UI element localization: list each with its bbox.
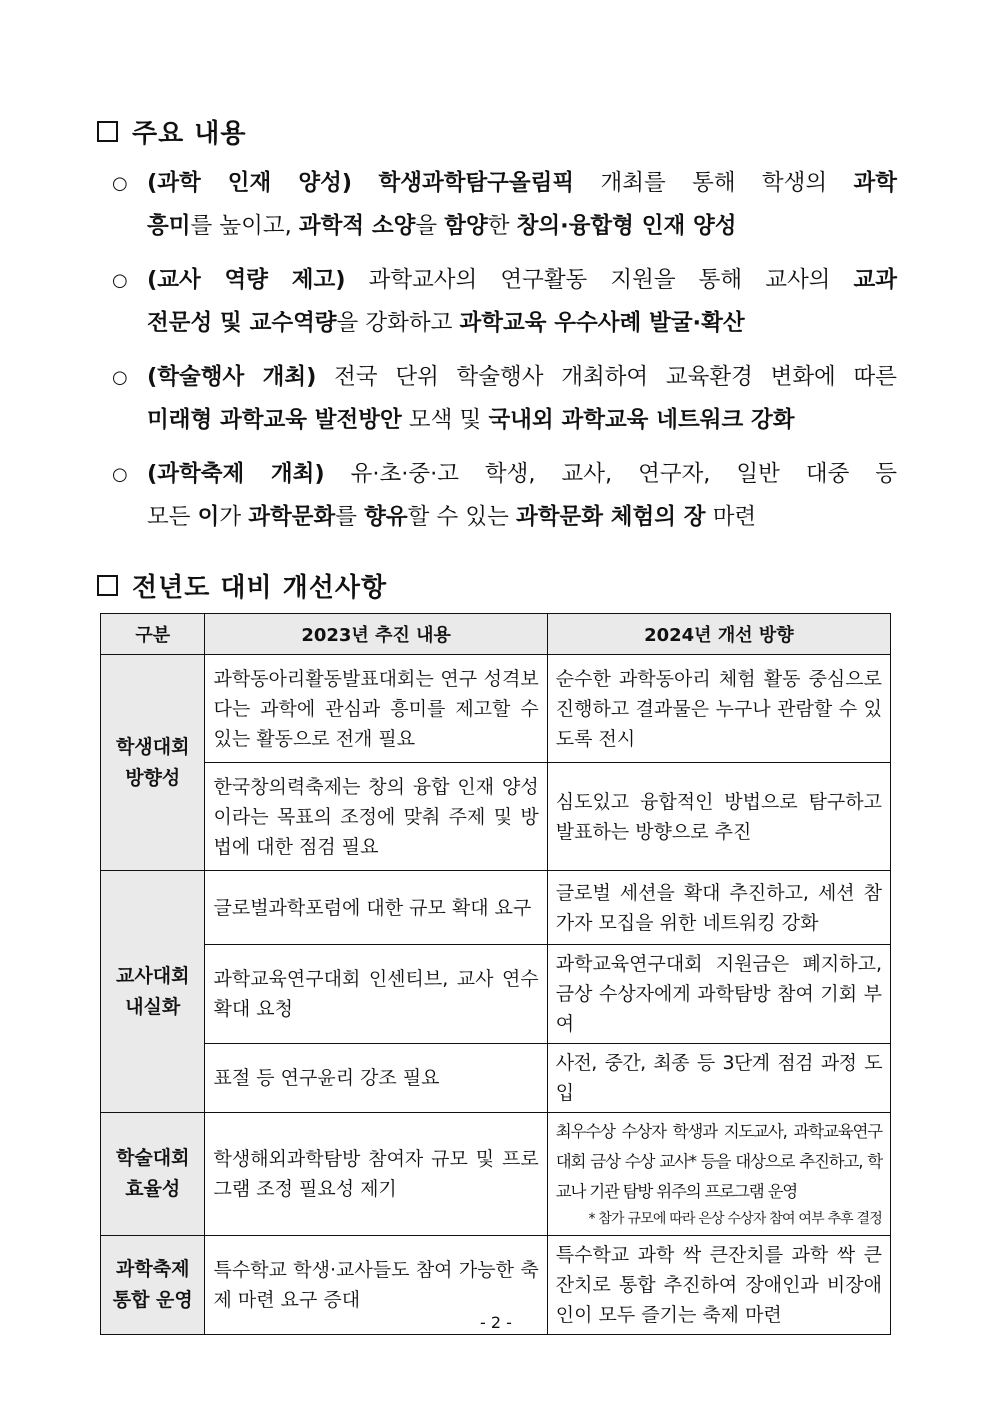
header-2023: 2023년 추진 내용 (205, 614, 547, 655)
bullet-line: (과학축제 개최) 유·초·중·고 학생, 교사, 연구자, 일반 대중 등 (147, 461, 897, 487)
prev-content-cell: 글로벌과학포럼에 대한 규모 확대 요구 (205, 871, 547, 945)
table-row (101, 945, 891, 1044)
bullet-item (112, 259, 897, 345)
table-row (101, 1044, 891, 1113)
bullet-line: (학술행사 개최) 전국 단위 학술행사 개최하여 교육환경 변화에 따른 (147, 364, 897, 390)
bullet-item (112, 162, 897, 248)
section-heading-improvements (97, 567, 387, 604)
next-content-cell: 특수학교 과학 싹 큰잔치를 과학 싹 큰잔치로 통합 추진하여 장애인과 비장애인이 모두 즐기는 축제 마련 (547, 1236, 890, 1335)
category-cell: 학생대회 방향성 (101, 655, 205, 871)
bullet-item (112, 453, 897, 539)
circle-bullet-icon: ○ (112, 367, 128, 388)
bullet-line: 미래형 과학교육 발전방안 모색 및 국내외 과학교육 네트워크 강화 (147, 407, 795, 433)
bullet-line: (과학 인재 양성) 학생과학탐구올림픽 개최를 통해 학생의 과학 (147, 170, 897, 196)
category-cell: 학술대회 효율성 (101, 1113, 205, 1236)
prev-content-cell: 특수학교 학생·교사들도 참여 가능한 축제 마련 요구 증대 (205, 1236, 547, 1335)
section-heading-main-content (97, 113, 247, 150)
bullet-line: 전문성 및 교수역량을 강화하고 과학교육 우수사례 발굴·확산 (147, 310, 745, 336)
next-content-cell: 순수한 과학동아리 체험 활동 중심으로 진행하고 결과물은 누구나 관람할 수 있도록 전시 (547, 655, 890, 763)
checkbox-square-icon (97, 575, 118, 596)
table-row (101, 1113, 891, 1236)
next-content-cell: 심도있고 융합적인 방법으로 탐구하고 발표하는 방향으로 추진 (547, 763, 890, 871)
table-row (101, 763, 891, 871)
improvement-table (100, 613, 891, 1335)
next-content-cell: 사전, 중간, 최종 등 3단계 점검 과정 도입 (547, 1044, 890, 1113)
table-row (101, 871, 891, 945)
next-content-text: 최우수상 수상자 학생과 지도교사, 과학교육연구대회 금상 수상 교사* 등을 대상으로 추진하고, 학교나 기관 탐방 위주의 프로그램 운영 (555, 1122, 882, 1201)
next-content-cell: 과학교육연구대회 지원금은 폐지하고, 금상 수상자에게 과학탐방 참여 기회 부여 (547, 945, 890, 1044)
bullet-item (112, 356, 897, 442)
header-category: 구분 (101, 614, 205, 655)
footnote: * 참가 규모에 따라 은상 수상자 참여 여부 추후 결정 (588, 1211, 882, 1227)
circle-bullet-icon: ○ (112, 464, 128, 485)
table-row (101, 655, 891, 763)
prev-content-cell: 한국창의력축제는 창의 융합 인재 양성이라는 목표의 조정에 맞춰 주제 및 방법에 대한 점검 필요 (205, 763, 547, 871)
circle-bullet-icon: ○ (112, 173, 128, 194)
bullet-line: 흥미를 높이고, 과학적 소양을 함양한 창의·융합형 인재 양성 (147, 213, 737, 239)
header-2024: 2024년 개선 방향 (547, 614, 890, 655)
bullet-line: 모든 이가 과학문화를 향유할 수 있는 과학문화 체험의 장 마련 (147, 504, 757, 530)
prev-content-cell: 과학교육연구대회 인센티브, 교사 연수 확대 요청 (205, 945, 547, 1044)
section-title: 전년도 대비 개선사항 (132, 573, 388, 603)
category-cell: 과학축제 통합 운영 (101, 1236, 205, 1335)
category-cell: 교사대회 내실화 (101, 871, 205, 1113)
page-number: - 2 - (480, 1313, 512, 1332)
checkbox-square-icon (97, 121, 118, 142)
prev-content-cell: 과학동아리활동발표대회는 연구 성격보다는 과학에 관심과 흥미를 제고할 수 있는 활동으로 전개 필요 (205, 655, 547, 763)
next-content-cell (547, 1113, 890, 1236)
next-content-cell: 글로벌 세션을 확대 추진하고, 세션 참가자 모집을 위한 네트워킹 강화 (547, 871, 890, 945)
prev-content-cell: 학생해외과학탐방 참여자 규모 및 프로그램 조정 필요성 제기 (205, 1113, 547, 1236)
table-header-row (101, 614, 891, 655)
section-title: 주요 내용 (132, 119, 247, 149)
circle-bullet-icon: ○ (112, 270, 128, 291)
bullet-line: (교사 역량 제고) 과학교사의 연구활동 지원을 통해 교사의 교과 (147, 267, 897, 293)
prev-content-cell: 표절 등 연구윤리 강조 필요 (205, 1044, 547, 1113)
